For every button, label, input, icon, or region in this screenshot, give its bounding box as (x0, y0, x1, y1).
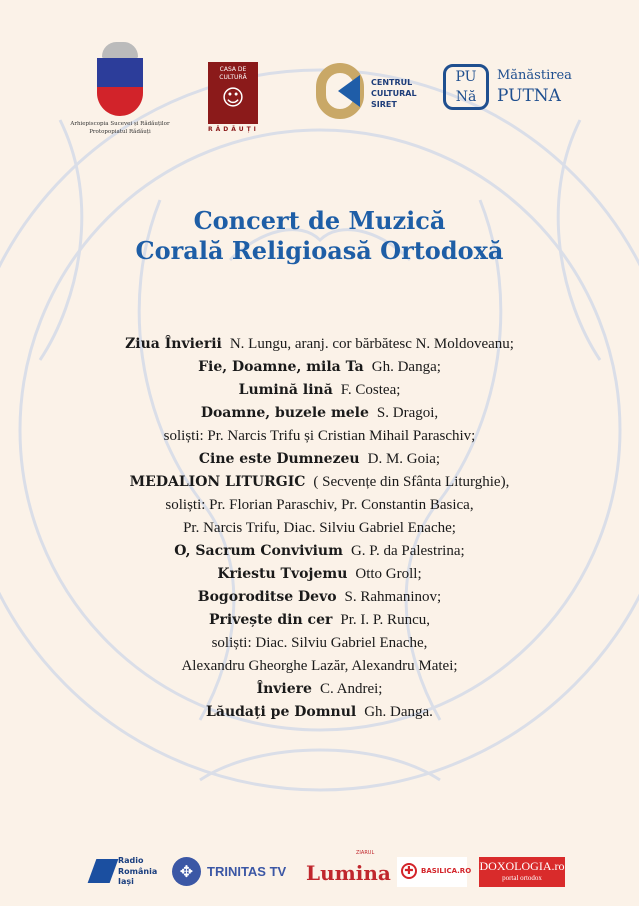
piece-details: Alexandru Gheorghe Lazăr, Alexandru Matei; (181, 658, 458, 674)
radio-icon (88, 859, 119, 883)
piece-details: G. P. da Palestrina; (350, 543, 465, 559)
archdiocese-caption-line2: Protopopiatul Rădăuți (89, 129, 151, 135)
centrul-cultural-text (371, 77, 417, 110)
casa-de-cultura-logo (208, 62, 259, 133)
program-item (0, 678, 639, 701)
program-item (0, 402, 639, 425)
piece-details: Otto Groll; (355, 566, 422, 582)
piece-details: soliști: Pr. Narcis Trifu și Cristian Mihail Paraschiv; (163, 428, 476, 444)
archdiocese-caption-line1: Arhiepiscopia Sucevei și Rădăuților (70, 121, 170, 127)
trinitas-text: TRINITAS TV (207, 864, 287, 879)
putna-line2: PUTNA (497, 86, 561, 106)
lumina-small: ZIARUL (356, 850, 375, 856)
partner-logos (0, 42, 639, 152)
program-item (0, 471, 639, 494)
program-item (0, 517, 639, 540)
program-item (0, 701, 639, 724)
doxologia-logo (479, 857, 565, 887)
piece-title: Lumină lină (238, 382, 333, 398)
piece-details: C. Andrei; (319, 681, 383, 697)
piece-details: D. M. Goia; (367, 451, 441, 467)
program-item (0, 379, 639, 402)
cc-logo-arrow-icon (338, 75, 360, 107)
program-item (0, 586, 639, 609)
piece-details: Gh. Danga. (364, 704, 433, 720)
program-item (0, 494, 639, 517)
piece-title: Bogoroditse Devo (197, 589, 337, 605)
piece-title: MEDALION LITURGIC (129, 474, 306, 490)
piece-title: O, Sacrum Convivium (174, 543, 343, 559)
program-item (0, 333, 639, 356)
piece-details: S. Dragoi, (376, 405, 439, 421)
basilica-text: BASILICA.RO (421, 867, 472, 875)
piece-title: Lăudați pe Domnul (206, 704, 357, 720)
program-item (0, 425, 639, 448)
program-item (0, 632, 639, 655)
manastirea-putna-logo (443, 64, 573, 120)
cc-line1: CENTRUL (371, 78, 413, 87)
title-line2: Corală Religioasă Ortodoxă (135, 236, 504, 265)
lumina-text: Lumina (306, 861, 391, 885)
piece-title: Fie, Doamne, mila Ta (198, 359, 364, 375)
ziarul-lumina-logo (306, 850, 392, 887)
archdiocese-caption (70, 120, 170, 136)
piece-title: Privește din cer (209, 612, 333, 628)
piece-title: Ziua Învierii (125, 336, 222, 352)
putna-monogram-icon (443, 64, 489, 110)
putna-monogram: PU Nă (455, 69, 477, 105)
program-item (0, 540, 639, 563)
cc-line3: SIRET (371, 100, 397, 109)
piece-title: Kriestu Tvojemu (217, 566, 348, 582)
program-item (0, 356, 639, 379)
casa-de-cultura-top: CASA DE CULTURĂ (219, 66, 247, 81)
page-title (0, 206, 639, 266)
piece-details: soliști: Pr. Florian Paraschiv, Pr. Constantin Basica, (165, 497, 474, 513)
basilica-logo (397, 857, 472, 887)
program-item (0, 448, 639, 471)
piece-details: Pr. Narcis Trifu, Diac. Silviu Gabriel Enache; (183, 520, 456, 536)
cross-icon: ✥ (172, 857, 201, 886)
cc-line2: CULTURAL (371, 89, 417, 98)
piece-details: ( Secvențe din Sfânta Liturghie), (313, 474, 510, 490)
cross-circle-icon: ✚ (401, 863, 417, 879)
centrul-cultural-siret-logo (316, 63, 426, 123)
piece-title: Cine este Dumnezeu (198, 451, 360, 467)
crown-icon (102, 42, 138, 58)
media-partners (0, 850, 639, 889)
coat-of-arms-icon (97, 58, 143, 116)
program-item (0, 655, 639, 678)
casa-de-cultura-bottom: RĂDĂUȚI (208, 126, 259, 133)
piece-details: F. Costea; (340, 382, 401, 398)
radio-l1: Radio (118, 856, 144, 865)
piece-details: Gh. Danga; (371, 359, 441, 375)
putna-line1: Mănăstirea (497, 68, 572, 83)
doxologia-text: DOXOLOGIA.ro (479, 859, 565, 873)
piece-details: S. Rahmaninov; (344, 589, 442, 605)
piece-details: N. Lungu, aranj. cor bărbătesc N. Moldoveanu; (229, 336, 514, 352)
piece-details: soliști: Diac. Silviu Gabriel Enache, (211, 635, 428, 651)
radio-romania-iasi-logo (92, 857, 162, 887)
doxologia-sub: portal ortodox (502, 874, 542, 882)
program-item (0, 609, 639, 632)
concert-program (0, 333, 639, 724)
radio-l2: România (118, 866, 158, 876)
piece-details: Pr. I. P. Runcu, (340, 612, 430, 628)
radio-text (118, 856, 157, 888)
piece-title: Înviere (256, 681, 312, 697)
archdiocese-logo (70, 42, 170, 136)
theatre-masks-icon: ☺ (221, 86, 245, 111)
radio-l3: Iași (118, 877, 134, 886)
program-item (0, 563, 639, 586)
trinitas-tv-logo (172, 857, 298, 887)
title-line1: Concert de Muzică (193, 206, 446, 235)
piece-title: Doamne, buzele mele (200, 405, 369, 421)
